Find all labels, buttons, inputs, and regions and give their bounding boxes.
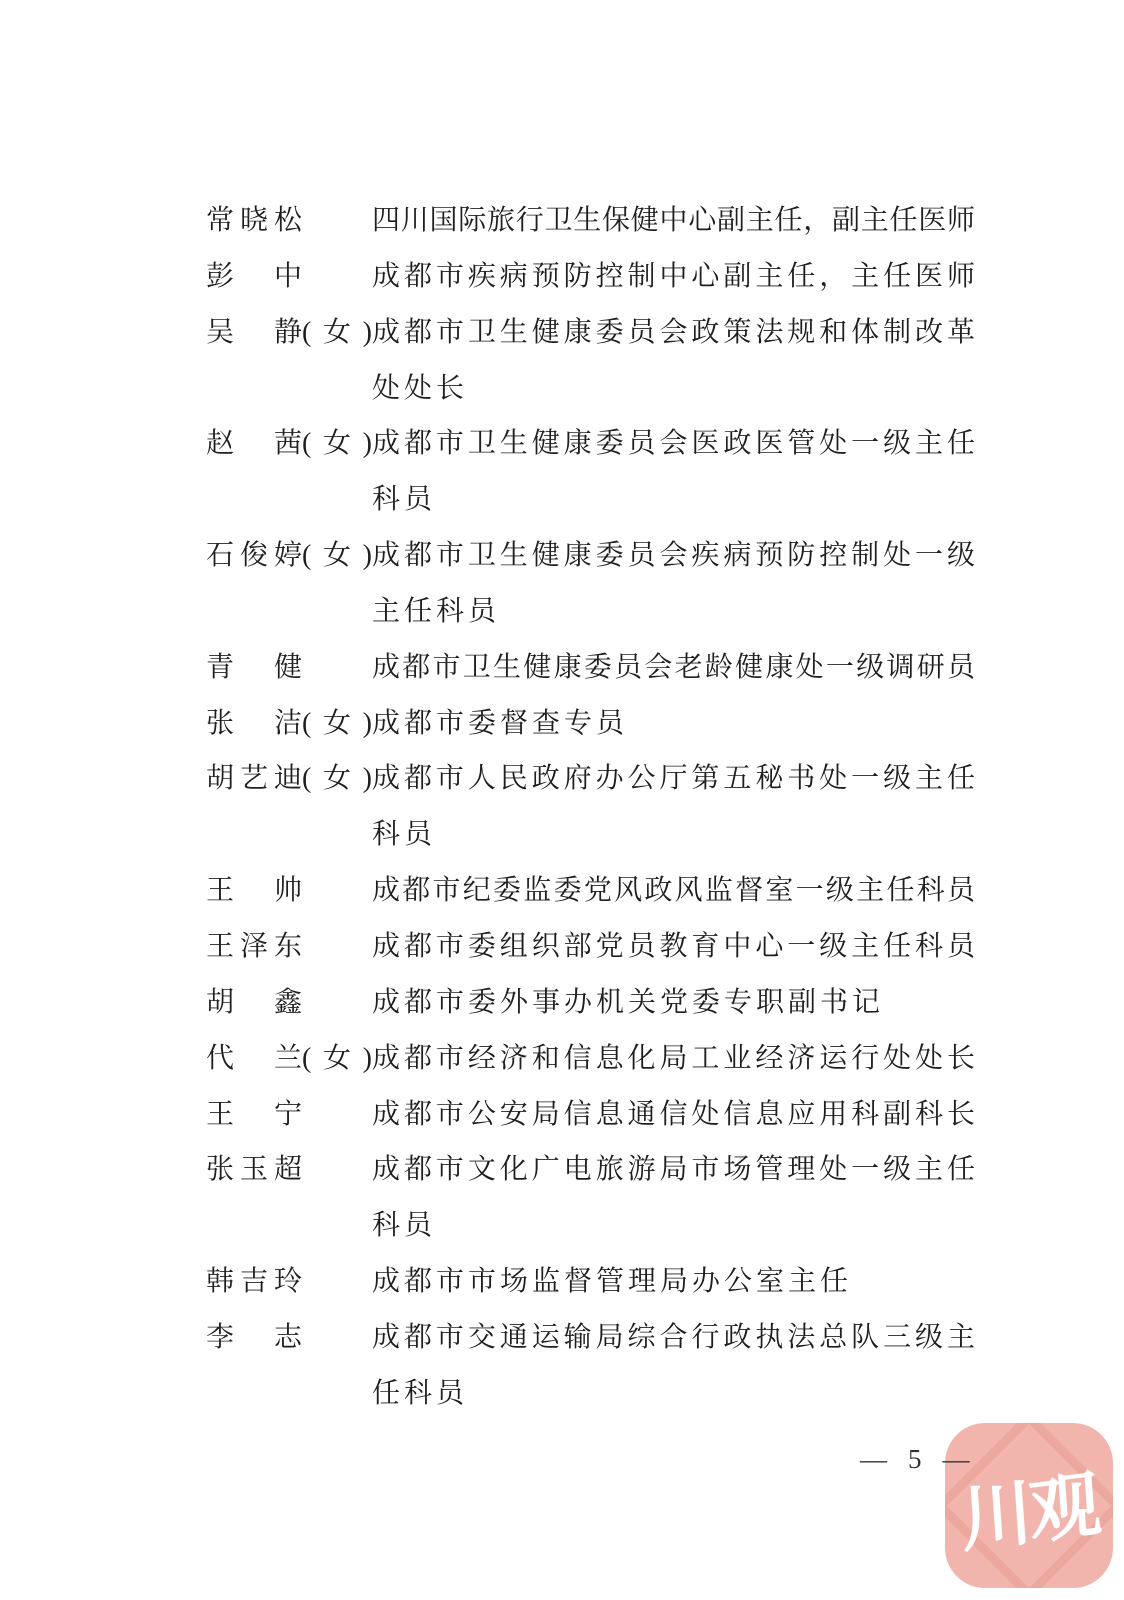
position-lines bbox=[372, 919, 975, 975]
roster-entry bbox=[206, 1310, 976, 1422]
position-line: 处处长 bbox=[372, 372, 469, 404]
gender-note bbox=[302, 249, 372, 305]
gender-note: (女) bbox=[302, 540, 372, 572]
position-lines bbox=[372, 1310, 975, 1422]
position-lines bbox=[372, 528, 975, 640]
person-name: 胡 鑫 bbox=[206, 986, 302, 1018]
person-name: 吴 静 bbox=[206, 316, 302, 348]
person-name: 常晓松 bbox=[206, 205, 302, 236]
position-line: 任科员 bbox=[372, 1377, 469, 1409]
roster-list bbox=[206, 193, 976, 1422]
gender-note: (女) bbox=[302, 316, 372, 348]
position-line: 成都市疾病预防控制中心副主任，主任医师 bbox=[372, 260, 975, 292]
position-line: 成都市公安局信息通信处信息应用科副科长 bbox=[372, 1098, 975, 1130]
gender-note bbox=[302, 640, 372, 696]
position-line: 成都市卫生健康委员会老龄健康处一级调研员 bbox=[372, 651, 975, 683]
chuanguan-watermark-logo bbox=[942, 1423, 1113, 1588]
roster-entry bbox=[206, 1142, 976, 1254]
position-lines bbox=[372, 640, 975, 696]
gender-note: (女) bbox=[302, 428, 372, 460]
watermark-text: 川观 bbox=[957, 1461, 1101, 1562]
gender-note: (女) bbox=[302, 763, 372, 795]
position-lines bbox=[372, 863, 975, 919]
person-name: 彭 中 bbox=[206, 260, 302, 292]
roster-entry bbox=[206, 528, 976, 640]
person-name: 张 洁 bbox=[206, 707, 302, 739]
position-lines bbox=[372, 1254, 975, 1310]
position-line: 科员 bbox=[372, 484, 437, 516]
position-line: 四川国际旅行卫生保健中心副主任，副主任医师 bbox=[372, 205, 975, 236]
roster-entry bbox=[206, 1087, 976, 1143]
position-line: 成都市经济和信息化局工业经济运行处处长 bbox=[372, 1042, 975, 1074]
person-name: 赵 茜 bbox=[206, 428, 302, 460]
person-name: 王 宁 bbox=[206, 1098, 302, 1130]
position-line: 成都市委外事办机关党委专职副书记 bbox=[372, 986, 885, 1018]
gender-note bbox=[302, 193, 372, 249]
roster-entry bbox=[206, 416, 976, 528]
position-lines bbox=[372, 193, 975, 249]
gender-note bbox=[302, 1310, 372, 1366]
roster-entry bbox=[206, 863, 976, 919]
page-footer bbox=[860, 1444, 970, 1475]
person-name: 王泽东 bbox=[206, 930, 302, 962]
position-line: 科员 bbox=[372, 819, 437, 851]
roster-entry bbox=[206, 640, 976, 696]
roster-entry bbox=[206, 919, 976, 975]
position-lines bbox=[372, 696, 975, 752]
person-name: 李 志 bbox=[206, 1321, 302, 1353]
position-lines bbox=[372, 751, 975, 863]
position-line: 成都市文化广电旅游局市场管理处一级主任 bbox=[372, 1154, 975, 1186]
gender-note bbox=[302, 1087, 372, 1143]
gender-note bbox=[302, 1142, 372, 1198]
person-name: 王 帅 bbox=[206, 875, 302, 907]
position-line: 成都市卫生健康委员会疾病预防控制处一级 bbox=[372, 540, 975, 572]
position-lines bbox=[372, 1142, 975, 1254]
gender-note bbox=[302, 975, 372, 1031]
position-line: 成都市市场监督管理局办公室主任 bbox=[372, 1266, 853, 1298]
person-name: 胡艺迪 bbox=[206, 763, 302, 795]
footer-left-dash: — bbox=[860, 1444, 887, 1474]
position-line: 成都市卫生健康委员会政策法规和体制改革 bbox=[372, 316, 975, 348]
position-lines bbox=[372, 249, 975, 305]
position-line: 成都市卫生健康委员会医政医管处一级主任 bbox=[372, 428, 975, 460]
position-lines bbox=[372, 1087, 975, 1143]
position-lines bbox=[372, 1031, 975, 1087]
roster-entry bbox=[206, 249, 976, 305]
person-name: 代 兰 bbox=[206, 1042, 302, 1074]
roster-entry bbox=[206, 193, 976, 249]
gender-note: (女) bbox=[302, 1042, 372, 1074]
roster-entry bbox=[206, 1031, 976, 1087]
position-lines bbox=[372, 305, 975, 417]
page-number: 5 bbox=[908, 1444, 922, 1474]
roster-entry bbox=[206, 305, 976, 417]
position-line: 成都市交通运输局综合行政执法总队三级主 bbox=[372, 1321, 975, 1353]
person-name: 张玉超 bbox=[206, 1154, 302, 1186]
position-line: 科员 bbox=[372, 1210, 437, 1242]
roster-entry bbox=[206, 975, 976, 1031]
person-name: 韩吉玲 bbox=[206, 1266, 302, 1298]
position-line: 成都市委督查专员 bbox=[372, 707, 629, 739]
roster-entry bbox=[206, 751, 976, 863]
gender-note bbox=[302, 1254, 372, 1310]
footer-right-dash: — bbox=[942, 1444, 970, 1474]
position-line: 主任科员 bbox=[372, 595, 501, 627]
position-lines bbox=[372, 416, 975, 528]
person-name: 石俊婷 bbox=[206, 540, 302, 572]
gender-note bbox=[302, 863, 372, 919]
gender-note bbox=[302, 919, 372, 975]
position-line: 成都市人民政府办公厅第五秘书处一级主任 bbox=[372, 763, 975, 795]
position-lines bbox=[372, 975, 975, 1031]
roster-entry bbox=[206, 696, 976, 752]
position-line: 成都市委组织部党员教育中心一级主任科员 bbox=[372, 930, 975, 962]
gender-note: (女) bbox=[302, 707, 372, 739]
person-name: 青 健 bbox=[206, 651, 302, 683]
roster-entry bbox=[206, 1254, 976, 1310]
position-line: 成都市纪委监委党风政风监督室一级主任科员 bbox=[372, 875, 975, 907]
